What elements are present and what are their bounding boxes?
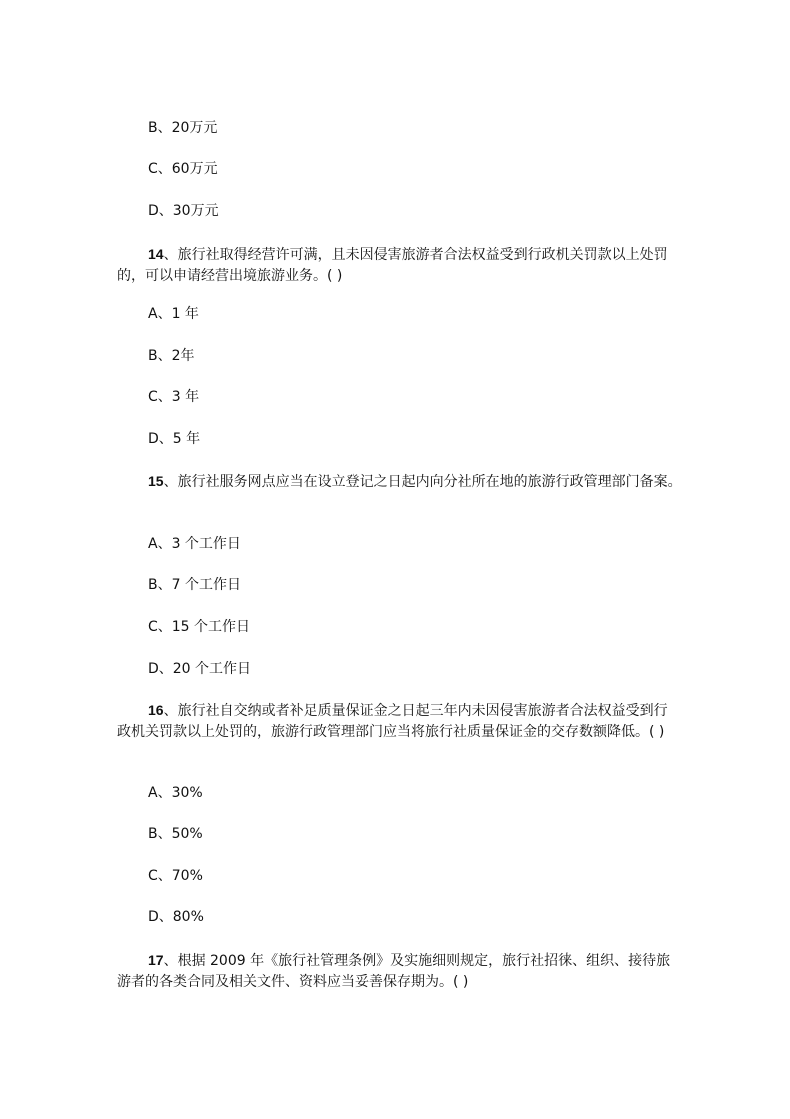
option: D、80% [148, 909, 204, 925]
option: A、1 年 [148, 306, 199, 322]
option: C、60万元 [148, 161, 218, 177]
option: D、20 个工作日 [148, 661, 252, 677]
option: D、30万元 [148, 203, 219, 219]
question-text: 、旅行社取得经营许可满，且未因侵害旅游者合法权益受到行政机关罚款以上处罚的，可以申请经营出境旅游业务。( ) [117, 247, 668, 284]
option: A、30% [148, 785, 203, 801]
option: A、3 个工作日 [148, 536, 241, 552]
question-text: 、旅行社服务网点应当在设立登记之日起内向分社所在地的旅游行政管理部门备案。 [163, 474, 682, 490]
option: B、7 个工作日 [148, 577, 241, 593]
question-number: 17 [148, 952, 164, 968]
question-16 [117, 700, 677, 742]
question-17 [117, 950, 677, 992]
question-text: 、旅行社自交纳或者补足质量保证金之日起三年内未因侵害旅游者合法权益受到行政机关罚款以上处罚的，旅游行政管理部门应当将旅行社质量保证金的交存数额降低。( ) [117, 703, 668, 740]
option: C、15 个工作日 [148, 619, 251, 635]
option: C、3 年 [148, 389, 200, 405]
question-text: 、根据 2009 年《旅行社管理条例》及实施细则规定，旅行社招徕、组织、接待旅游者的各类合同及相关文件、资料应当妥善保存期为。( ) [117, 953, 671, 990]
option: C、70% [148, 868, 203, 884]
question-14 [117, 244, 677, 286]
option: D、5 年 [148, 431, 201, 447]
option: B、2年 [148, 348, 195, 364]
question-15 [117, 471, 717, 493]
option: B、20万元 [148, 120, 218, 136]
question-number: 14 [148, 246, 164, 262]
question-number: 16 [148, 702, 164, 718]
question-number: 15 [148, 473, 164, 489]
option: B、50% [148, 826, 203, 842]
